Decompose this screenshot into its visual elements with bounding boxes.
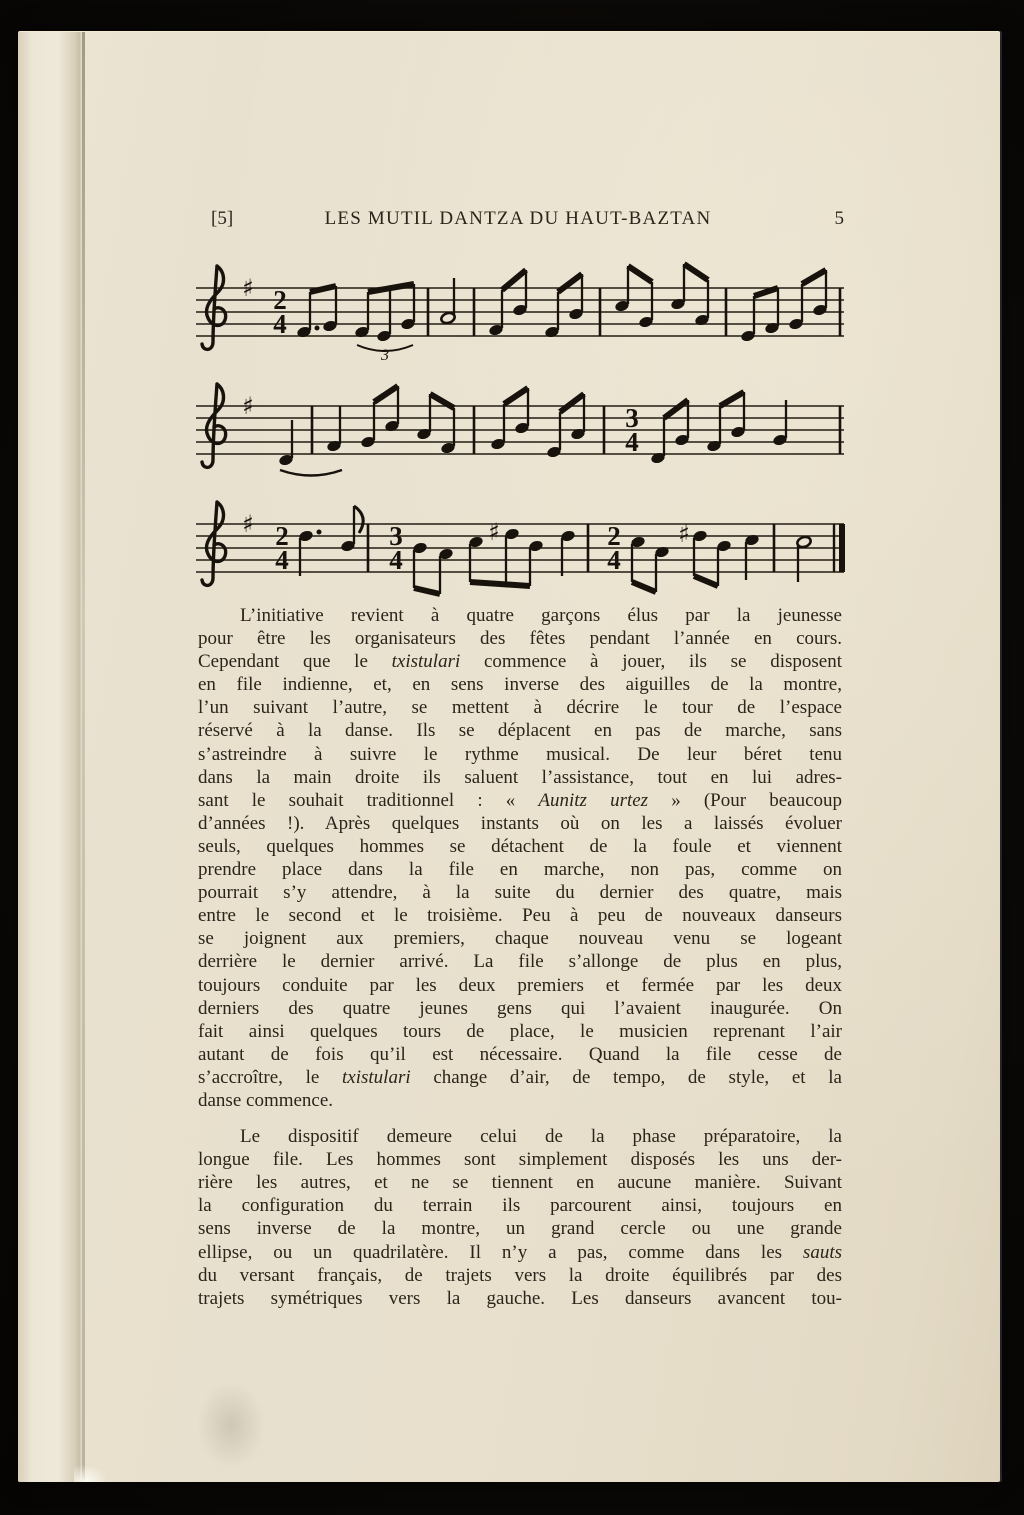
music-stave-1-container <box>194 254 846 381</box>
text-line: derniers des quatre jeunes gens qui l’avaient inaugurée. On <box>198 997 842 1019</box>
text-line: pourrait s’y attendre, à la suite du dernier des quatre, mais <box>198 882 842 904</box>
text-line: réservé à la danse. Ils se déplacent en pas de marche, sans <box>198 720 842 742</box>
time-signature: 2 <box>607 521 621 551</box>
beam <box>720 392 744 406</box>
sharp-sign-icon: ♯ <box>488 518 500 546</box>
time-signature: 4 <box>273 309 287 339</box>
text-line: longue file. Les hommes sont simplement disposés les uns der- <box>198 1149 842 1171</box>
music-stave-2 <box>194 372 846 494</box>
text-line: derrière le dernier arrivé. La file s’allonge de plus en plus, <box>198 951 842 973</box>
beam <box>694 576 718 586</box>
paper-smudge <box>196 1380 266 1470</box>
beam <box>684 264 708 280</box>
time-signature: 2 <box>275 521 289 551</box>
text-line: sant le souhait traditionnel : « Aunitz urtez » (Pour beaucoup <box>198 789 842 811</box>
music-stave-3-container <box>194 490 846 617</box>
beam <box>628 266 652 282</box>
text-line: L’initiative revient à quatre garçons élus par la jeunesse <box>240 605 842 626</box>
text-line: sens inverse de la montre, un grand cercle ou une grande <box>198 1218 842 1240</box>
sharp-sign-icon: ♯ <box>678 520 690 548</box>
text-line: du versant français, de trajets vers la droite équilibrés par des <box>198 1264 842 1286</box>
time-signature: 3 <box>389 521 403 551</box>
music-stave-2-container <box>194 372 846 499</box>
header-bracket-number: [5] <box>211 208 234 229</box>
text-line: toujours conduite par les deux premiers et fermée par les deux <box>198 974 842 996</box>
beam <box>310 286 336 292</box>
time-signature: 4 <box>607 545 621 575</box>
time-signature: 2 <box>273 285 287 315</box>
sharp-sign-icon: ♯ <box>242 510 254 538</box>
text-line: l’un suivant l’autre, se mettent à décrire le tour de l’espace <box>198 697 842 719</box>
text-line: Le dispositif demeure celui de la phase préparatoire, la <box>240 1126 842 1148</box>
beam <box>504 388 528 404</box>
paragraph <box>198 604 842 1112</box>
page-gutter-edge <box>18 32 82 1482</box>
page-corner-highlight <box>74 1464 108 1482</box>
beam <box>414 588 440 594</box>
time-signature: 3 <box>625 403 639 433</box>
beam <box>802 270 826 284</box>
sharp-sign-icon: ♯ <box>242 274 254 302</box>
text-line: Cependant que le txistulari commence à jouer, ils se disposent <box>198 651 842 673</box>
sharp-sign-icon: ♯ <box>242 392 254 420</box>
beam <box>368 284 414 292</box>
text-line: pour être les organisateurs des fêtes pendant l’année en cours. <box>198 628 842 650</box>
text-line: autant de fois qu’il est nécessaire. Quand la file cesse de <box>198 1043 842 1065</box>
text-line: rière les autres, et ne se tiennent en aucune manière. Suivant <box>198 1172 842 1194</box>
slur <box>280 470 342 476</box>
text-line: seuls, quelques hommes se détachent de la foule et viennent <box>198 835 842 857</box>
tuplet-number: 3 <box>381 347 389 364</box>
treble-clef-icon <box>202 502 226 585</box>
text-line: s’astreindre à suivre le rythme musical. De leur béret tenu <box>198 743 842 765</box>
treble-clef-icon <box>202 266 226 349</box>
text-line: trajets symétriques vers la gauche. Les danseurs avancent tou- <box>198 1287 842 1309</box>
page-number: 5 <box>834 208 844 229</box>
text-line: se joignent aux premiers, chaque nouveau venu se logeant <box>198 928 842 950</box>
page-header <box>198 208 844 234</box>
music-stave-3 <box>194 490 846 612</box>
time-signature: 4 <box>275 545 289 575</box>
beam <box>502 270 526 290</box>
beam <box>754 288 778 296</box>
beam <box>374 386 398 402</box>
beam <box>632 582 656 592</box>
time-signature: 4 <box>625 427 639 457</box>
book-page <box>18 31 1000 1482</box>
text-line: dans la main droite ils saluent l’assistance, tout en lui adres- <box>198 766 842 788</box>
text-line: danse commence. <box>198 1089 334 1111</box>
text-line: entre le second et le troisième. Peu à peu de nouveaux danseurs <box>198 905 842 927</box>
body-text <box>198 604 842 1310</box>
text-line: d’années !). Après quelques instants où on les a laissés évoluer <box>198 812 842 834</box>
binding-crease <box>82 32 85 1482</box>
paragraph <box>198 1125 842 1310</box>
beam <box>664 400 688 418</box>
beam <box>558 274 582 292</box>
treble-clef-icon <box>202 384 226 467</box>
text-line: prendre place dans la file en marche, non pas, comme on <box>198 859 842 881</box>
time-signature: 4 <box>389 545 403 575</box>
text-line: ellipse, ou un quadrilatère. Il n’y a pas, comme dans les sauts <box>198 1241 842 1263</box>
text-line: la configuration du terrain ils parcourent ainsi, toujours en <box>198 1195 842 1217</box>
beam <box>470 582 530 586</box>
running-title: LES MUTIL DANTZA DU HAUT-BAZTAN <box>324 208 712 229</box>
text-line: fait ainsi quelques tours de place, le musicien reprenant l’air <box>198 1020 842 1042</box>
text-line: s’accroître, le txistulari change d’air, de tempo, de style, et la <box>198 1066 842 1088</box>
text-line: en file indienne, et, en sens inverse des aiguilles de la montre, <box>198 674 842 696</box>
music-stave-1 <box>194 254 846 376</box>
beam <box>560 394 584 412</box>
